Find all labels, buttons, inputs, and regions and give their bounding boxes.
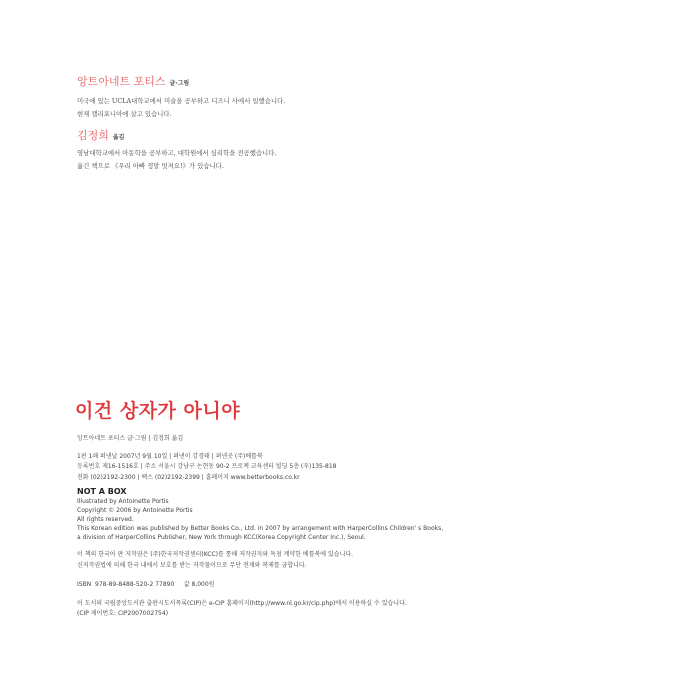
original-line-1: Illustrated by Antoinette Portis — [77, 498, 169, 505]
translator-bio-line-2: 옮긴 책으로 《우리 아빠 정말 멋져요!》가 있습니다. — [77, 161, 224, 170]
cip-line-1: 이 도서의 국립중앙도서관 출판시도서목록(CIP)은 e-CIP 홈페이지(http://www.nl.go.kr/cip.php)에서 이용하실 수 있습니다. — [77, 599, 407, 607]
original-line-4: This Korean edition was published by Better Books Co., Ltd. in 2007 by arrangement with HarperCollins Children' s Books, — [77, 525, 444, 532]
original-line-3: All rights reserved. — [77, 516, 134, 523]
author-section — [77, 72, 667, 120]
rights-line-1: 이 책의 한국어 판 저작권은 (주)한국저작권센터(KCC)를 통해 저작권자와 독점 계약한 베틀북에 있습니다. — [77, 551, 354, 558]
colophon — [77, 434, 667, 620]
original-line-5: a division of HarperCollins Publisher, New York through KCC(Korea Copyright Center Inc.), Seoul. — [77, 534, 366, 541]
original-line-2: Copyright © 2006 by Antoinette Portis — [77, 507, 193, 514]
translator-heading — [77, 126, 667, 142]
author-bio-line-2: 현재 캘리포니아에 살고 있습니다. — [77, 109, 172, 118]
translator-section — [77, 126, 667, 172]
publication-line-2: 등록번호 제16-1516호 | 주소 서울시 강남구 논현동 90-2 프로젝 교육센터 빌딩 5층 (우)135-818 — [77, 463, 337, 470]
book-title: 이건 상자가 아니야 — [75, 400, 241, 422]
publication-info — [77, 452, 667, 484]
credit-line: 앙트아네트 포티스 글·그림 | 김정희 옮김 — [77, 435, 184, 442]
translator-role: 옮김 — [112, 134, 125, 141]
original-edition-info — [77, 487, 667, 542]
isbn-line: ISBN 978-89-8488-520-2 77890 값 8,000원 — [77, 581, 215, 588]
translator-bio-line-1: 영남대학교에서 아동학을 공부하고, 대학원에서 심리학을 전공했습니다. — [77, 149, 277, 157]
publication-line-3: 전화 (02)2192-2300 | 팩스 (02)2192-2399 | 홈페이지 www.betterbooks.co.kr — [77, 473, 300, 481]
publication-line-1: 1판 1쇄 펴낸날 2007년 9월 10일 | 펴낸이 강경태 | 펴낸곳 (주)베틀북 — [77, 452, 263, 460]
rights-notice — [77, 550, 667, 571]
cip-line-2: (CIP 제어번호: CIP2007002754) — [77, 610, 169, 617]
author-bio-line-1: 미국에 있는 UCLA대학교에서 미술을 공부하고 디즈니 사에서 일했습니다. — [77, 97, 286, 105]
author-name: 앙트아네트 포티스 — [77, 75, 166, 88]
cip-info — [77, 599, 667, 620]
original-title: NOT A BOX — [77, 487, 127, 496]
rights-line-2: 신저작권법에 의해 한국 내에서 보호를 받는 저작물이므로 무단 전재와 복제를 금합니다. — [77, 561, 307, 569]
author-heading — [77, 72, 667, 88]
author-role: 글·그림 — [169, 80, 190, 87]
translator-name: 김정희 — [77, 129, 109, 142]
